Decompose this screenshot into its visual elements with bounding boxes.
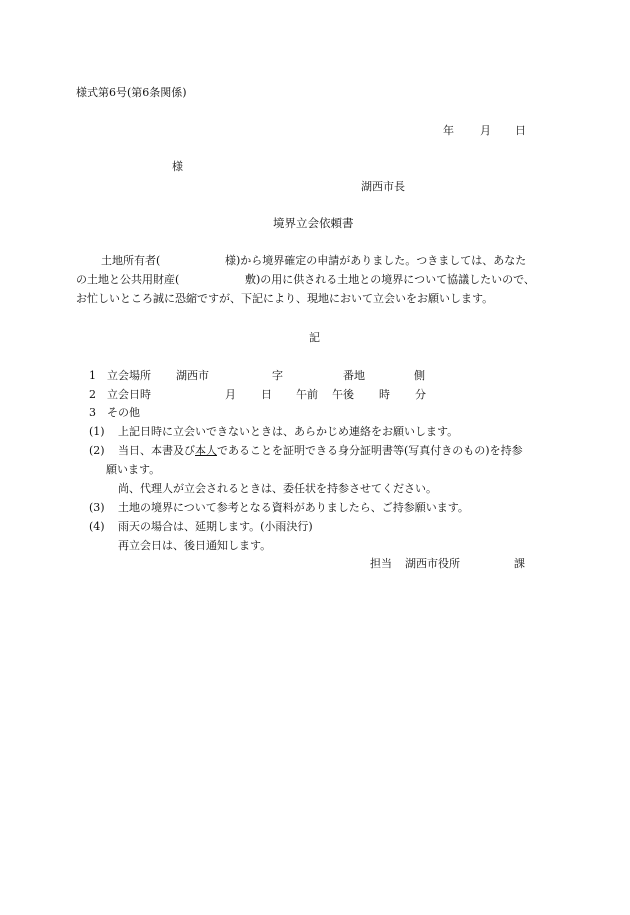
sub1-number: (1) xyxy=(89,425,105,438)
item1-label: 立会場所 xyxy=(107,369,151,382)
addressee-suffix: 様 xyxy=(172,160,183,173)
item2-hour: 時 xyxy=(379,388,390,401)
sub2-continuation: 願います。 xyxy=(106,463,161,476)
sub2-text-underlined: 本人 xyxy=(195,444,217,457)
item1-banchi: 番地 xyxy=(343,369,365,382)
sub2-text-c: であることを証明できる身分証明書等(写真付きのもの)を持参 xyxy=(217,444,523,457)
item1-aza: 字 xyxy=(272,369,283,382)
body-line2-b: 敷)の用に供される土地との境界について協議したいので、 xyxy=(245,273,535,286)
body-line2-a: の土地と公共用財産( xyxy=(76,273,180,286)
item1-side: 側 xyxy=(414,369,425,382)
sub2-note: 尚、代理人が立会されるときは、委任状を持参させてください。 xyxy=(118,482,437,495)
item2-day: 日 xyxy=(261,388,272,401)
sub4-number: (4) xyxy=(89,520,105,533)
item1-city: 湖西市 xyxy=(176,369,209,382)
item3-label: その他 xyxy=(107,406,140,419)
sender: 湖西市長 xyxy=(361,180,405,193)
footer-ka: 課 xyxy=(514,557,525,570)
sub2-text-a: 当日、本書及び xyxy=(118,444,195,457)
item2-label: 立会日時 xyxy=(107,388,151,401)
form-number: 様式第6号(第6条関係) xyxy=(76,86,187,99)
date-month: 月 xyxy=(480,124,491,137)
body-line1-a: 土地所有者( xyxy=(101,254,161,267)
sub3-number: (3) xyxy=(89,501,105,514)
ki-heading: 記 xyxy=(309,331,320,344)
item2-number: 2 xyxy=(89,388,96,401)
item2-minute: 分 xyxy=(415,388,426,401)
sub1-text: 上記日時に立会いできないときは、あらかじめ連絡をお願いします。 xyxy=(118,425,459,438)
sub4-continuation: 再立会日は、後日通知します。 xyxy=(118,539,272,552)
body-line3: お忙しいところ誠に恐縮ですが、下記により、現地において立会いをお願いします。 xyxy=(76,292,494,305)
item2-am: 午前 xyxy=(296,388,318,401)
sub3-text: 土地の境界について参考となる資料がありましたら、ご持参願います。 xyxy=(118,501,469,514)
sub4-text: 雨天の場合は、延期します。(小雨決行) xyxy=(118,520,313,533)
date-day: 日 xyxy=(515,124,526,137)
date-year: 年 xyxy=(443,124,454,137)
footer-office: 湖西市役所 xyxy=(405,557,460,570)
item2-pm: 午後 xyxy=(332,388,354,401)
document-title: 境界立会依頼書 xyxy=(273,216,354,230)
item2-month: 月 xyxy=(225,388,236,401)
body-line1-b: 様)から境界確定の申請がありました。つきましては、あなた xyxy=(225,254,527,267)
sub2-number: (2) xyxy=(89,444,105,457)
sub2-text xyxy=(118,444,523,457)
footer-tanto: 担当 xyxy=(370,557,392,570)
item3-number: 3 xyxy=(89,406,96,419)
item1-number: 1 xyxy=(89,369,96,382)
